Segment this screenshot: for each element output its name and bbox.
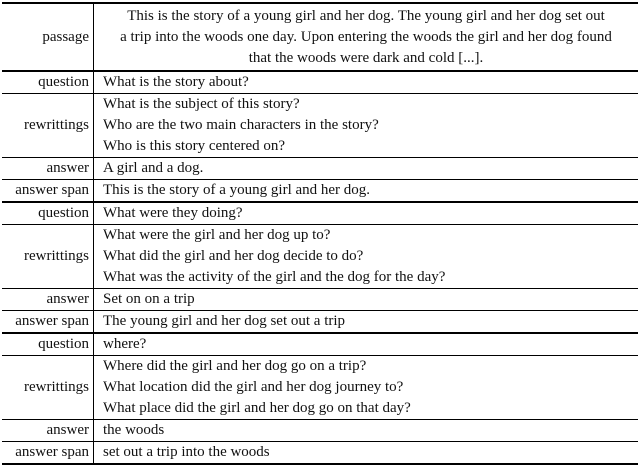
answer-row [2,288,638,310]
qa-table [2,2,638,465]
answer-span-row [2,441,638,463]
passage-line: This is the story of a young girl and her dog. The young girl and her dog set out [127,8,605,24]
answer-text: the woods [103,422,165,438]
rewritting-text: What was the activity of the girl and the dog for the day? [103,269,446,285]
answer-span-label: answer span [2,442,94,463]
question-text: What were they doing? [103,205,243,221]
rewritting-text: Who is this story centered on? [103,138,286,154]
rewritting-text: Who are the two main characters in the story? [103,117,379,133]
rewrittings-label: rewrittings [2,356,94,419]
answer-label: answer [2,289,94,310]
rewritting-text: What location did the girl and her dog journey to? [103,379,404,395]
rewrittings-label: rewrittings [2,94,94,157]
answer-span-text: This is the story of a young girl and her dog. [103,182,371,198]
question-row [2,70,638,93]
answer-text: A girl and a dog. [103,160,204,176]
answer-label: answer [2,158,94,179]
answer-span-row [2,310,638,332]
question-row [2,201,638,224]
question-row [2,332,638,355]
answer-span-text: The young girl and her dog set out a trip [103,313,346,329]
rewrittings-row [2,93,638,157]
question-text: where? [103,336,147,352]
passage-line: that the woods were dark and cold [...]. [248,50,484,66]
answer-row [2,157,638,179]
answer-span-text: set out a trip into the woods [103,444,270,460]
passage-line: a trip into the woods one day. Upon entering the woods the girl and her dog found [120,29,612,45]
rewrittings-row [2,224,638,288]
answer-text: Set on on a trip [103,291,195,307]
rewritting-text: What place did the girl and her dog go on that day? [103,400,411,416]
answer-span-label: answer span [2,180,94,201]
answer-label: answer [2,420,94,441]
rewrittings-label: rewrittings [2,225,94,288]
answer-span-label: answer span [2,311,94,332]
passage-text [94,4,638,70]
question-label: question [2,203,94,224]
question-text: What is the story about? [103,74,249,90]
passage-row [2,4,638,70]
question-label: question [2,72,94,93]
rewritting-text: What is the subject of this story? [103,96,300,112]
rewritting-text: What were the girl and her dog up to? [103,227,331,243]
rewritting-text: Where did the girl and her dog go on a trip? [103,358,367,374]
answer-row [2,419,638,441]
answer-span-row [2,179,638,201]
rewrittings-row [2,355,638,419]
passage-label: passage [2,4,94,70]
question-label: question [2,334,94,355]
rewritting-text: What did the girl and her dog decide to do? [103,248,364,264]
